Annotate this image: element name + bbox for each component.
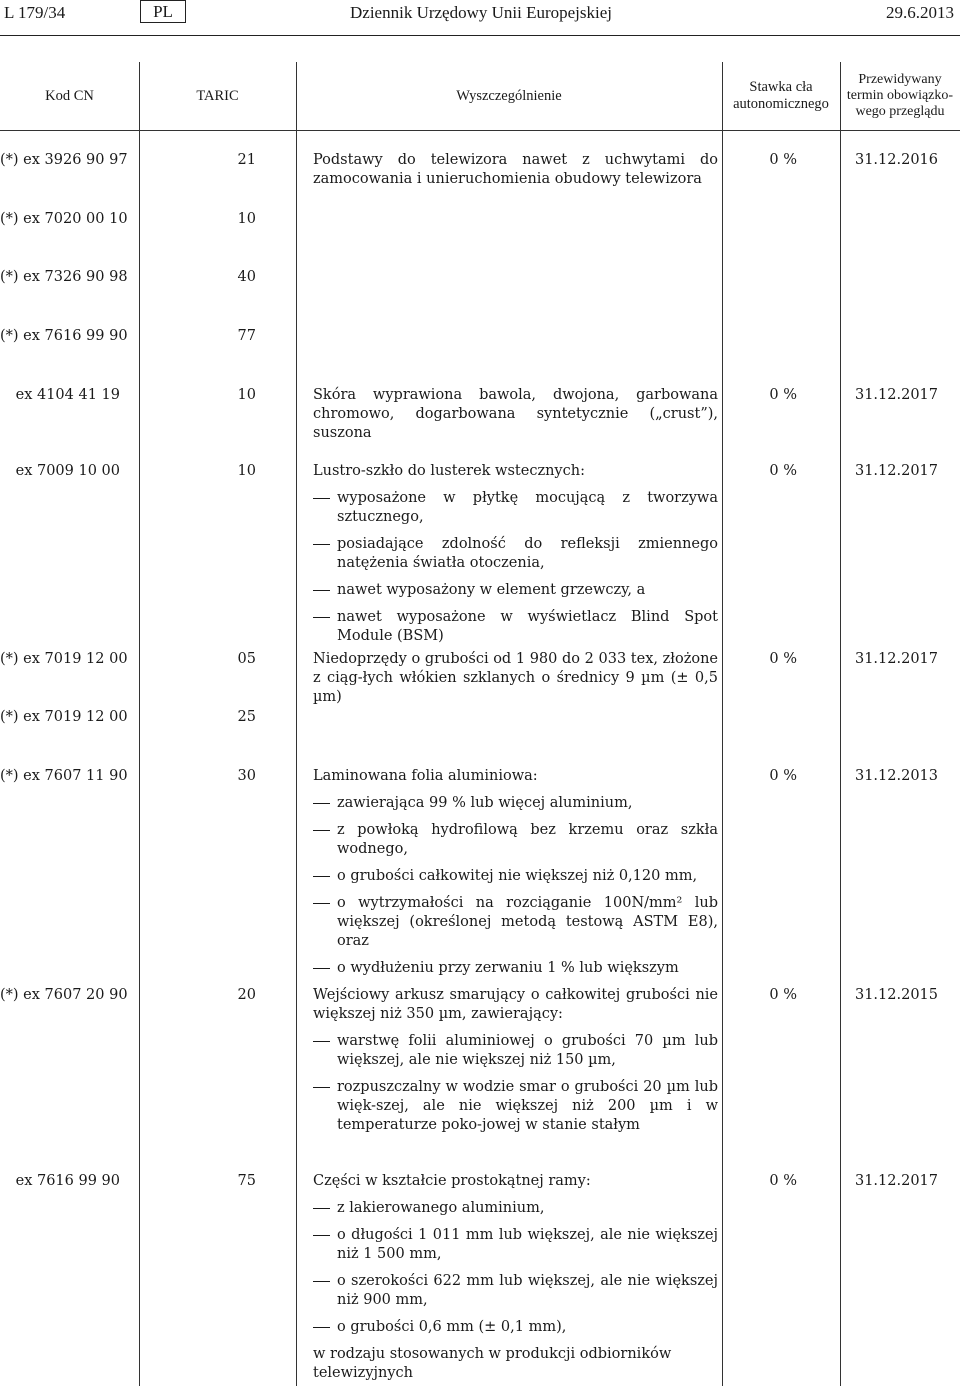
cell-kod-cn: ex 7616 99 90: [15, 1173, 120, 1189]
cell-taric: 10: [237, 463, 256, 479]
description-list-item: [313, 1318, 718, 1337]
list-item-text: z lakierowanego aluminium,: [337, 1200, 545, 1216]
description-list-item: [313, 535, 718, 573]
page-number: L 179/34: [4, 3, 66, 22]
cell-kod-cn: (*) ex 7616 99 90: [0, 328, 128, 344]
list-item-text: z powłoką hydrofilową bez krzemu oraz szkła wodnego,: [337, 822, 718, 857]
list-item-text: posiadające zdolność do refleksji zmiennego natężenia światła otoczenia,: [337, 536, 718, 571]
description-list-item: [313, 1032, 718, 1070]
description-tail: w rodzaju stosowanych w produkcji odbiorników telewizyjnych: [313, 1346, 672, 1381]
list-item-text: o grubości 0,6 mm (± 0,1 mm),: [337, 1319, 567, 1335]
header-stawka: Stawka cła autonomicznego: [733, 79, 829, 112]
description-text: Laminowana folia aluminiowa:: [313, 768, 538, 784]
cell-taric: 77: [237, 328, 256, 344]
cell-review-date: 31.12.2013: [854, 768, 938, 784]
header-termin: Przewidywany termin obowiązko-wego przeglądu: [846, 72, 954, 119]
dash-bullet: [313, 959, 337, 978]
cell-taric: 21: [237, 152, 256, 168]
dash-bullet: [313, 489, 337, 527]
dash-bullet: [313, 867, 337, 886]
cell-kod-cn: (*) ex 7019 12 00: [0, 651, 128, 667]
list-item-text: rozpuszczalny w wodzie smar o grubości 20 µm lub więk-szej, ale nie większej niż 200 µm i w temperaturze poko-jowej w stanie stałym: [337, 1079, 718, 1133]
description-list-item: [313, 1226, 718, 1264]
description-text: Wejściowy arkusz smarujący o całkowitej grubości nie większej niż 350 µm, zawierający:: [313, 987, 718, 1022]
list-item-text: o grubości całkowitej nie większej niż 0,120 mm,: [337, 868, 698, 884]
cell-description: [313, 767, 718, 978]
cell-kod-cn: ex 4104 41 19: [15, 387, 120, 403]
cell-kod-cn: (*) ex 7607 11 90: [0, 768, 128, 784]
description-text: Niedoprzędy o grubości od 1 980 do 2 033 tex, złożone z ciąg-łych włókien szklanych o średnicy 9 µm (± 0,5 µm): [313, 651, 718, 705]
list-item-text: nawet wyposażone w wyświetlacz Blind Spot Module (BSM): [337, 609, 718, 644]
page-header: [0, 0, 960, 30]
list-item-text: wyposażone w płytkę mocującą z tworzywa sztucznego,: [337, 490, 718, 525]
cell-taric: 20: [237, 987, 256, 1003]
dash-bullet: [313, 894, 337, 951]
language-badge: PL: [140, 0, 186, 23]
cell-description: [313, 650, 718, 707]
cell-review-date: 31.12.2017: [854, 387, 938, 403]
header-taric: TARIC: [196, 87, 239, 104]
description-list-item: [313, 1272, 718, 1310]
description-list-item: [313, 794, 718, 813]
dash-bullet: [313, 794, 337, 813]
cell-review-date: 31.12.2015: [854, 987, 938, 1003]
cell-rate: 0 %: [769, 1173, 797, 1189]
cell-rate: 0 %: [769, 387, 797, 403]
cell-review-date: 31.12.2017: [854, 463, 938, 479]
dash-bullet: [313, 1199, 337, 1218]
journal-title: Dziennik Urzędowy Unii Europejskiej: [350, 3, 613, 22]
header-rule: [0, 35, 960, 36]
dash-bullet: [313, 1032, 337, 1070]
list-item-text: warstwę folii aluminiowej o grubości 70 µm lub większej, ale nie większej niż 150 µm,: [337, 1033, 718, 1068]
list-item-text: nawet wyposażony w element grzewczy, a: [337, 582, 646, 598]
dash-bullet: [313, 1226, 337, 1264]
cell-rate: 0 %: [769, 152, 797, 168]
dash-bullet: [313, 535, 337, 573]
cell-description: [313, 151, 718, 189]
cell-rate: 0 %: [769, 768, 797, 784]
dash-bullet: [313, 581, 337, 600]
description-list-item: [313, 894, 718, 951]
description-text: Części w kształcie prostokątnej ramy:: [313, 1173, 591, 1189]
list-item-text: zawierająca 99 % lub więcej aluminium,: [337, 795, 633, 811]
cell-kod-cn: (*) ex 7019 12 00: [0, 709, 128, 725]
cell-review-date: 31.12.2017: [854, 1173, 938, 1189]
description-text: Skóra wyprawiona bawola, dwojona, garbowana chromowo, dogarbowana syntetycznie („crust”), suszona: [313, 387, 718, 441]
dash-bullet: [313, 1272, 337, 1310]
cell-rate: 0 %: [769, 987, 797, 1003]
table-header-rule: [0, 130, 960, 131]
description-list-item: [313, 1078, 718, 1135]
cell-kod-cn: (*) ex 7020 00 10: [0, 211, 128, 227]
dash-bullet: [313, 608, 337, 646]
cell-kod-cn: ex 7009 10 00: [15, 463, 120, 479]
cell-taric: 10: [237, 211, 256, 227]
list-item-text: o wytrzymałości na rozciąganie 100N/mm² lub większej (określonej metodą testową ASTM E8), oraz: [337, 895, 718, 949]
cell-taric: 25: [237, 709, 256, 725]
cell-kod-cn: (*) ex 7326 90 98: [0, 269, 128, 285]
description-list-item: [313, 821, 718, 859]
column-divider: [296, 62, 297, 1386]
column-divider: [139, 62, 140, 1386]
description-list-item: [313, 489, 718, 527]
cell-review-date: 31.12.2017: [854, 651, 938, 667]
cell-description: [313, 462, 718, 646]
cell-taric: 40: [237, 269, 256, 285]
description-text: Lustro-szkło do lusterek wstecznych:: [313, 463, 585, 479]
description-list-item: [313, 959, 718, 978]
column-divider: [722, 62, 723, 1386]
description-text: Podstawy do telewizora nawet z uchwytami do zamocowania i unieruchomienia obudowy telewizora: [313, 152, 718, 187]
dash-bullet: [313, 1078, 337, 1135]
header-kod-cn: Kod CN: [45, 87, 94, 104]
dash-bullet: [313, 821, 337, 859]
description-list-item: [313, 581, 718, 600]
tariff-table: [0, 62, 960, 1386]
cell-taric: 75: [237, 1173, 256, 1189]
cell-kod-cn: (*) ex 3926 90 97: [0, 152, 128, 168]
cell-description: [313, 1172, 718, 1383]
cell-taric: 30: [237, 768, 256, 784]
dash-bullet: [313, 1318, 337, 1337]
cell-kod-cn: (*) ex 7607 20 90: [0, 987, 128, 1003]
list-item-text: o długości 1 011 mm lub większej, ale nie większej niż 1 500 mm,: [337, 1227, 718, 1262]
cell-description: [313, 986, 718, 1135]
cell-taric: 10: [237, 387, 256, 403]
cell-rate: 0 %: [769, 651, 797, 667]
description-list-item: [313, 1199, 718, 1218]
header-wyszczegolnienie: Wyszczególnienie: [456, 87, 562, 104]
cell-description: [313, 386, 718, 443]
list-item-text: o wydłużeniu przy zerwaniu 1 % lub większym: [337, 960, 679, 976]
cell-taric: 05: [237, 651, 256, 667]
description-list-item: [313, 867, 718, 886]
list-item-text: o szerokości 622 mm lub większej, ale nie większej niż 900 mm,: [337, 1273, 718, 1308]
cell-review-date: 31.12.2016: [854, 152, 938, 168]
publication-date: 29.6.2013: [886, 3, 954, 22]
cell-rate: 0 %: [769, 463, 797, 479]
description-list-item: [313, 608, 718, 646]
